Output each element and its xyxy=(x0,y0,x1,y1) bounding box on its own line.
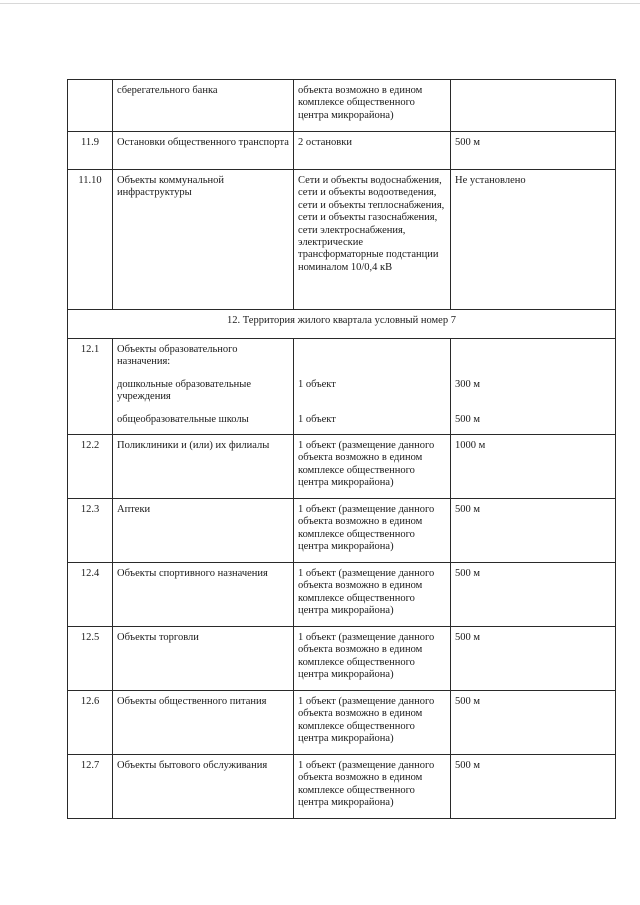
row-number xyxy=(68,80,113,132)
facility-name: Поликлиники и (или) их филиалы xyxy=(113,435,294,499)
facility-value: 1 объект (размещение данного объекта возможно в едином комплексе общественного центра микрорайона) xyxy=(294,435,451,499)
facility-value: 1 объект (размещение данного объекта возможно в едином комплексе общественного центра микрорайона) xyxy=(294,627,451,691)
facility-distance: 1000 м xyxy=(451,435,616,499)
facility-group-name: Объекты образовательного назначения: xyxy=(117,344,238,368)
table-row xyxy=(68,80,616,132)
table-row xyxy=(68,691,616,755)
facility-value xyxy=(294,339,451,435)
facility-name: Объекты бытового обслуживания xyxy=(113,755,294,819)
table-row xyxy=(68,627,616,691)
table-row xyxy=(68,435,616,499)
facility-distance xyxy=(451,80,616,132)
facility-value: объекта возможно в едином комплексе общественного центра микрорайона) xyxy=(294,80,451,132)
facility-value: 1 объект (размещение данного объекта возможно в едином комплексе общественного центра микрорайона) xyxy=(294,691,451,755)
row-number: 12.4 xyxy=(68,563,113,627)
facility-distance: 500 м xyxy=(451,691,616,755)
facilities-table xyxy=(67,79,616,819)
table-row xyxy=(68,339,616,435)
facility-subitem-distance: 500 м xyxy=(455,413,481,425)
row-number: 12.6 xyxy=(68,691,113,755)
facility-name: Остановки общественного транспорта xyxy=(113,132,294,170)
table-row xyxy=(68,563,616,627)
facility-value: 1 объект (размещение данного объекта возможно в едином комплексе общественного центра микрорайона) xyxy=(294,563,451,627)
facility-distance: 500 м xyxy=(451,755,616,819)
facility-value: 1 объект (размещение данного объекта возможно в едином комплексе общественного центра микрорайона) xyxy=(294,755,451,819)
facility-name: Аптеки xyxy=(113,499,294,563)
scan-edge-line xyxy=(0,3,640,4)
facility-name: Объекты коммунальной инфраструктуры xyxy=(113,170,294,310)
row-number: 12.2 xyxy=(68,435,113,499)
facility-subitem-value: 1 объект xyxy=(298,413,336,425)
table-row xyxy=(68,499,616,563)
facility-value: Сети и объекты водоснабжения, сети и объекты водоотведения, сети и объекты теплоснабжения, сети и объекты газоснабжения, сети электроснабжения, электрические трансформаторные подстанции номиналом 10/0,4 кВ xyxy=(294,170,451,310)
facility-subitem-name: дошкольные образовательные учреждения xyxy=(117,378,252,403)
facility-value: 2 остановки xyxy=(294,132,451,170)
facility-distance xyxy=(451,339,616,435)
facility-name: Объекты общественного питания xyxy=(113,691,294,755)
facility-name: Объекты торговли xyxy=(113,627,294,691)
facility-subitem-name: общеобразовательные школы xyxy=(117,413,249,425)
row-number: 11.10 xyxy=(68,170,113,310)
table-row xyxy=(68,755,616,819)
facility-distance: 500 м xyxy=(451,627,616,691)
row-number: 12.3 xyxy=(68,499,113,563)
row-number: 12.7 xyxy=(68,755,113,819)
facility-distance: 500 м xyxy=(451,132,616,170)
section-title: 12. Территория жилого квартала условный номер 7 xyxy=(68,310,616,339)
row-number: 12.1 xyxy=(68,339,113,435)
facility-name xyxy=(113,339,294,435)
facility-distance: Не установлено xyxy=(451,170,616,310)
table-row xyxy=(68,170,616,310)
facility-subitem-distance: 300 м xyxy=(455,378,481,390)
facility-name: Объекты спортивного назначения xyxy=(113,563,294,627)
facility-distance: 500 м xyxy=(451,499,616,563)
facility-distance: 500 м xyxy=(451,563,616,627)
facility-value: 1 объект (размещение данного объекта возможно в едином комплексе общественного центра микрорайона) xyxy=(294,499,451,563)
facility-subitem-value: 1 объект xyxy=(298,378,336,390)
facility-name: сберегательного банка xyxy=(113,80,294,132)
section-row xyxy=(68,310,616,339)
row-number: 11.9 xyxy=(68,132,113,170)
table-row xyxy=(68,132,616,170)
row-number: 12.5 xyxy=(68,627,113,691)
